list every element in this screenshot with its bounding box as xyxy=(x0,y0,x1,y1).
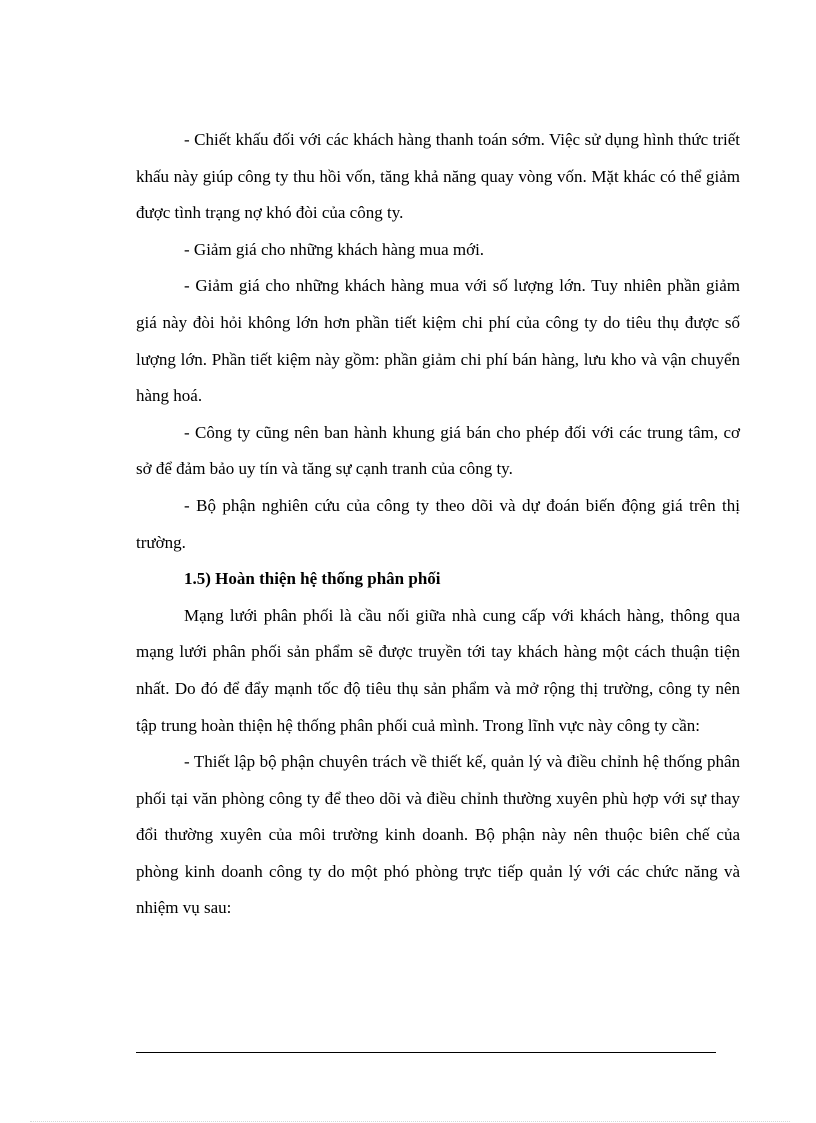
paragraph-volume-discount: - Giảm giá cho những khách hàng mua với số lượng lớn. Tuy nhiên phần giảm giá này đòi hỏi không lớn hơn phần tiết kiệm chi phí của công ty do tiêu thụ được số lượng lớn. Phần tiết kiệm này gồm: phần giảm chi phí bán hàng, lưu kho và vận chuyển hàng hoá. xyxy=(136,276,740,406)
footer-divider xyxy=(136,1052,716,1053)
document-body xyxy=(136,122,740,927)
paragraph-distribution-department: - Thiết lập bộ phận chuyên trách về thiết kế, quản lý và điều chỉnh hệ thống phân phối tại văn phòng công ty để theo dõi và điều chỉnh thường xuyên phù hợp với sự thay đổi thường xuyên của môi trường kinh doanh. Bộ phận này nên thuộc biên chế của phòng kinh doanh công ty do một phó phòng trực tiếp quản lý với các chức năng và nhiệm vụ sau: xyxy=(136,752,740,918)
paragraph-distribution-network: Mạng lưới phân phối là cầu nối giữa nhà cung cấp với khách hàng, thông qua mạng lưới phân phối sản phẩm sẽ được truyền tới tay khách hàng một cách thuận tiện nhất. Do đó để đẩy mạnh tốc độ tiêu thụ sản phẩm và mở rộng thị trường, công ty nên tập trung hoàn thiện hệ thống phân phối cuả mình. Trong lĩnh vực này công ty cần: xyxy=(136,605,740,735)
page-bottom-edge xyxy=(30,1121,790,1122)
section-heading: 1.5) Hoàn thiện hệ thống phân phối xyxy=(184,569,441,589)
paragraph-early-payment-discount: - Chiết khấu đối với các khách hàng thanh toán sớm. Việc sử dụng hình thức triết khấu này giúp công ty thu hồi vốn, tăng khả năng quay vòng vốn. Mặt khác có thể giảm được tình trạng nợ khó đòi của công ty. xyxy=(136,130,740,223)
paragraph-price-framework: - Công ty cũng nên ban hành khung giá bán cho phép đối với các trung tâm, cơ sở để đảm bảo uy tín và tăng sự cạnh tranh của công ty. xyxy=(136,422,740,479)
paragraph-new-customer-discount: - Giảm giá cho những khách hàng mua mới. xyxy=(184,239,485,259)
paragraph-price-research: - Bộ phận nghiên cứu của công ty theo dõi và dự đoán biến động giá trên thị trường. xyxy=(136,495,740,552)
